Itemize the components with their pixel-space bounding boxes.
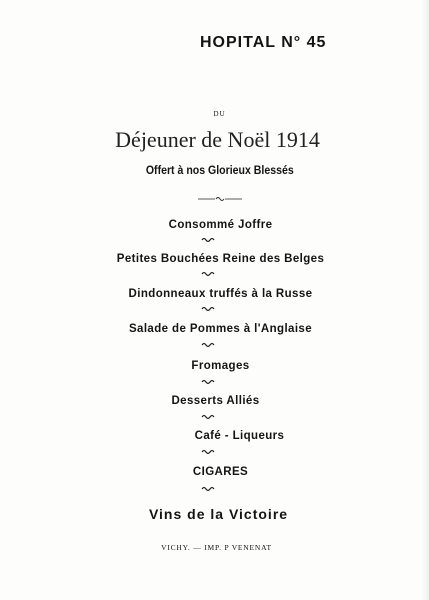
menu-item-salade: Salade de Pommes à l'Anglaise (128, 323, 313, 335)
ornament-icon (201, 449, 215, 455)
menu-item-cigares: CIGARES (192, 466, 249, 478)
menu-item-desserts: Desserts Alliés (171, 395, 260, 407)
menu-title: Déjeuner de Noël 1914 (115, 127, 320, 152)
ornament-icon (201, 379, 215, 385)
ornament-icon (201, 486, 215, 492)
menu-item-dindonneaux: Dindonneaux truffés à la Russe (128, 288, 313, 300)
menu-item-consomme: Consommé Joffre (168, 219, 273, 231)
printer-imprint: VICHY. — IMP. P VENENAT (161, 543, 272, 552)
ornament-icon (201, 306, 215, 312)
ornament-icon (201, 414, 215, 420)
title-divider-ornament (198, 196, 242, 202)
menu-item-fromages: Fromages (191, 360, 250, 372)
menu-item-bouchees: Petites Bouchées Reine des Belges (116, 253, 325, 265)
du-label: DU (213, 110, 226, 118)
ornament-icon (201, 342, 215, 348)
ornament-icon (201, 237, 215, 243)
hospital-header: HOPITAL N° 45 (200, 34, 327, 51)
menu-item-cafe: Café - Liqueurs (194, 430, 285, 442)
menu-subtitle: Offert à nos Glorieux Blessés (145, 163, 294, 177)
menu-item-vins: Vins de la Victoire (148, 506, 289, 522)
ornament-icon (201, 271, 215, 277)
